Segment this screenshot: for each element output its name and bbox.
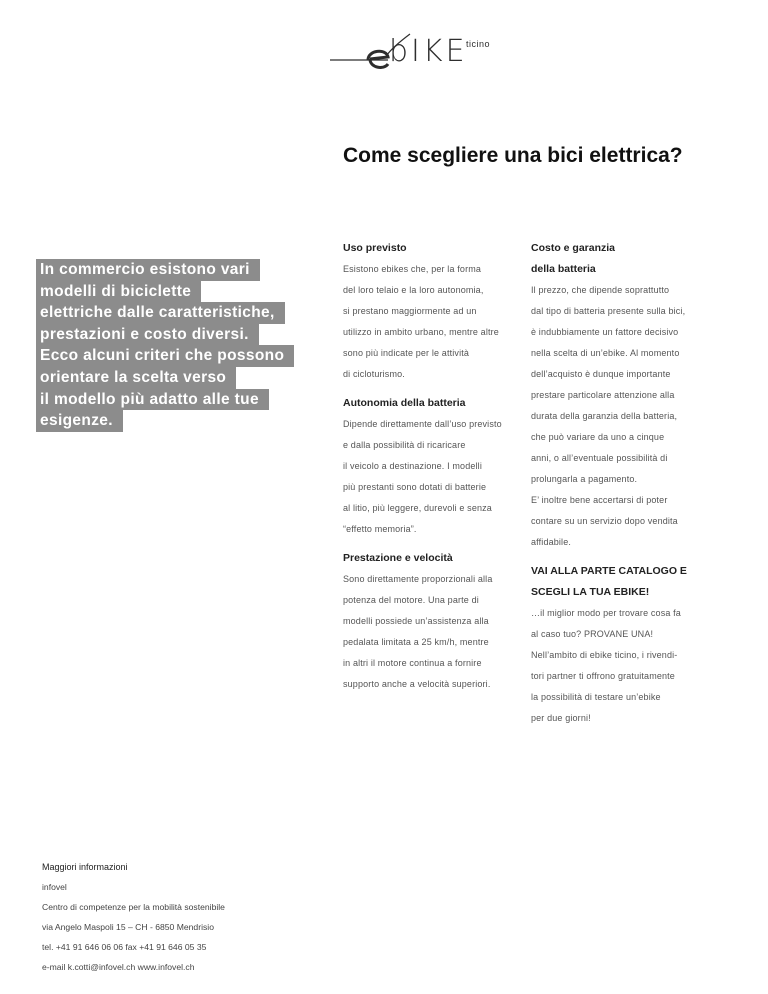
- logo-wordmark: bIKE: [389, 34, 468, 69]
- paragraph-line: utilizzo in ambito urbano, mentre altre: [343, 327, 499, 337]
- paragraph-line: dell’acquisto è dunque importante: [531, 369, 671, 379]
- paragraph-line: pedalata limitata a 25 km/h, mentre: [343, 637, 489, 647]
- intro-line: modelli di biciclette: [36, 281, 201, 303]
- paragraph-line: durata della garanzia della batteria,: [531, 411, 678, 421]
- paragraph-line: si prestano maggiormente ad un: [343, 306, 477, 316]
- paragraph-line: anni, o all’eventuale possibilità di: [531, 453, 668, 463]
- paragraph-line: dal tipo di batteria presente sulla bici,: [531, 306, 686, 316]
- section-heading-catalogo: VAI ALLA PARTE CATALOGO E: [531, 565, 687, 577]
- paragraph-line: …il miglior modo per trovare cosa fa: [531, 608, 681, 618]
- paragraph-line: potenza del motore. Una parte di: [343, 595, 479, 605]
- section-heading-uso: Uso previsto: [343, 242, 407, 254]
- page-title: Come scegliere una bici elettrica?: [343, 144, 683, 167]
- logo-region: ticino: [466, 39, 491, 49]
- intro-line: elettriche dalle caratteristiche,: [36, 302, 285, 324]
- paragraph-line: è indubbiamente un fattore decisivo: [531, 327, 679, 337]
- paragraph-line: al litio, più leggere, durevoli e senza: [343, 503, 492, 513]
- section-heading-costo: Costo e garanzia: [531, 242, 616, 254]
- section-heading-prestazione: Prestazione e velocità: [343, 552, 453, 564]
- paragraph-line: prolungarla a pagamento.: [531, 474, 638, 484]
- intro-line: Ecco alcuni criteri che possono: [36, 345, 294, 367]
- right-column: [531, 238, 731, 729]
- paragraph-line: Il prezzo, che dipende soprattutto: [531, 285, 670, 295]
- paragraph-line: sono più indicate per le attività: [343, 348, 470, 358]
- footer-heading: Maggiori informazioni: [42, 862, 128, 872]
- intro-line: il modello più adatto alle tue: [36, 389, 269, 411]
- footer-address: via Angelo Maspoli 15 – CH - 6850 Mendrisio: [42, 922, 214, 932]
- paragraph-line: Sono direttamente proporzionali alla: [343, 574, 493, 584]
- paragraph-line: e dalla possibilità di ricaricare: [343, 440, 466, 450]
- paragraph-line: il veicolo a destinazione. I modelli: [343, 461, 482, 471]
- paragraph-line: contare su un servizio dopo vendita: [531, 516, 678, 526]
- paragraph-line: più prestanti sono dotati di batterie: [343, 482, 487, 492]
- paragraph-line: E’ inoltre bene accertarsi di poter: [531, 495, 668, 505]
- paragraph-line: “effetto memoria”.: [343, 524, 417, 534]
- contact-footer: [42, 857, 225, 977]
- paragraph-line: Esistono ebikes che, per la forma: [343, 264, 482, 274]
- paragraph-line: per due giorni!: [531, 713, 591, 723]
- intro-line: esigenze.: [36, 410, 123, 432]
- section-heading-catalogo-2: SCEGLI LA TUA EBIKE!: [531, 586, 650, 598]
- middle-column: [343, 238, 508, 695]
- paragraph-line: del loro telaio e la loro autonomia,: [343, 285, 484, 295]
- paragraph-line: di cicloturismo.: [343, 369, 405, 379]
- paragraph-line: supporto anche a velocità superiori.: [343, 679, 491, 689]
- paragraph-line: tori partner ti offrono gratuitamente: [531, 671, 675, 681]
- paragraph-line: la possibilità di testare un’ebike: [531, 692, 661, 702]
- intro-line: prestazioni e costo diversi.: [36, 324, 259, 346]
- paragraph-line: nella scelta di un’ebike. Al momento: [531, 348, 680, 358]
- footer-description: Centro di competenze per la mobilità sostenibile: [42, 902, 225, 912]
- footer-phone: tel. +41 91 646 06 06 fax +41 91 646 05 35: [42, 942, 207, 952]
- paragraph-line: al caso tuo? PROVANE UNA!: [531, 629, 654, 639]
- paragraph-line: affidabile.: [531, 537, 572, 547]
- section-heading-autonomia: Autonomia della batteria: [343, 397, 466, 409]
- intro-line: orientare la scelta verso: [36, 367, 236, 389]
- intro-box: [36, 259, 306, 432]
- paragraph-line: modelli possiede un’assistenza alla: [343, 616, 489, 626]
- paragraph-line: Dipende direttamente dall’uso previsto: [343, 419, 502, 429]
- footer-org: infovel: [42, 882, 67, 892]
- paragraph-line: in altri il motore continua a fornire: [343, 658, 482, 668]
- paragraph-line: prestare particolare attenzione alla: [531, 390, 675, 400]
- intro-line: In commercio esistono vari: [36, 259, 260, 281]
- section-heading-costo-2: della batteria: [531, 263, 596, 275]
- paragraph-line: Nell’ambito di ebike ticino, i rivendi-: [531, 650, 678, 660]
- paragraph-line: che può variare da uno a cinque: [531, 432, 665, 442]
- footer-email: e-mail k.cotti@infovel.ch www.infovel.ch: [42, 962, 195, 972]
